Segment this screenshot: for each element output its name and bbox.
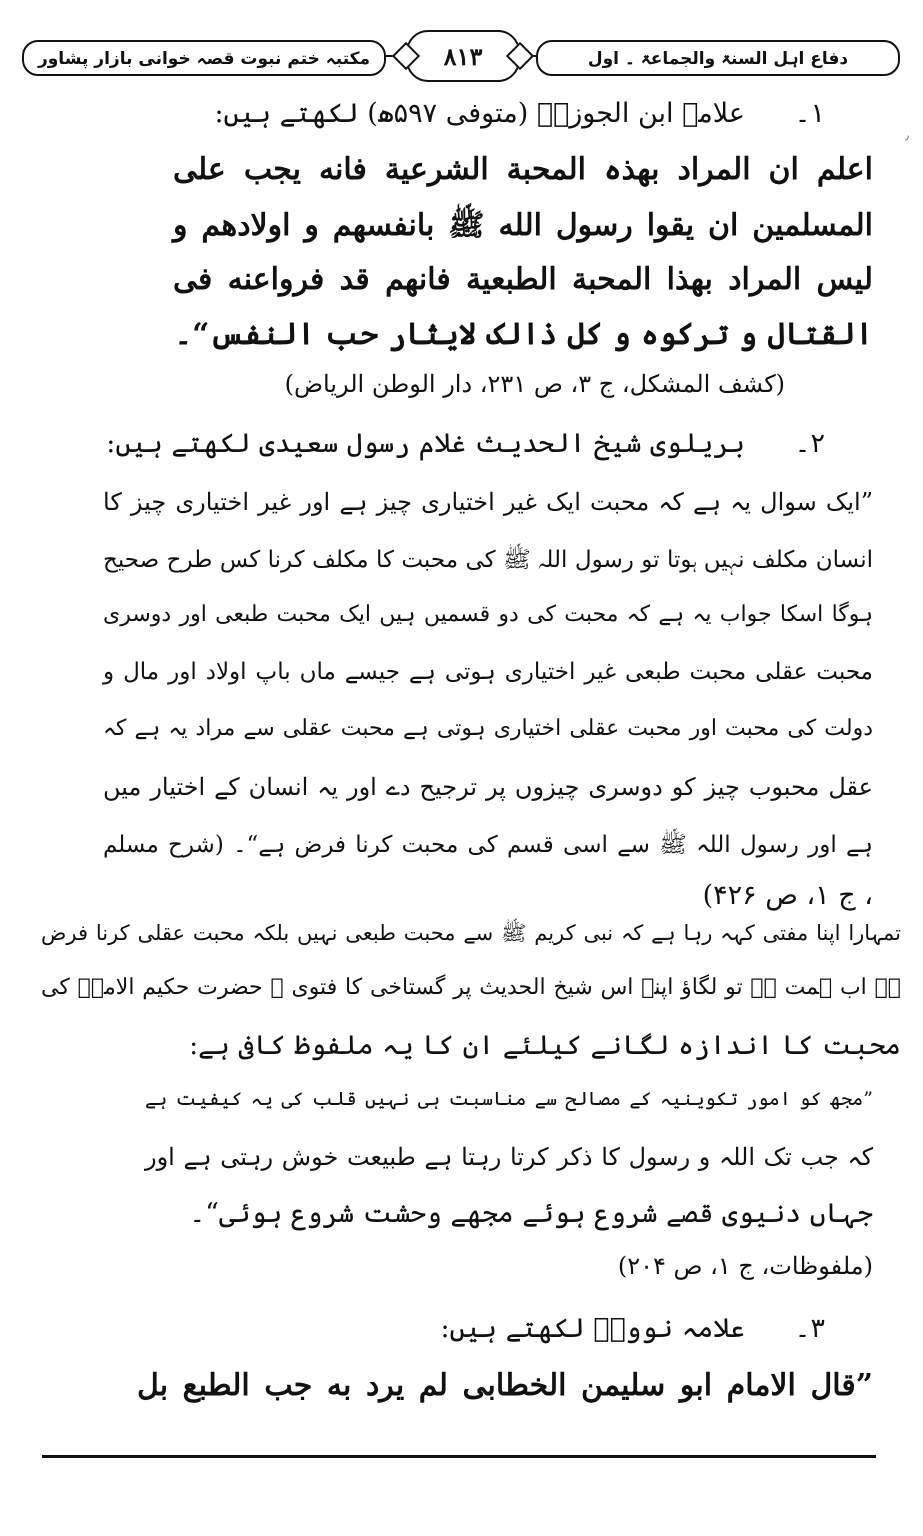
margin-mark: ٫ [905,128,909,142]
footer-rule [42,1455,876,1458]
section3-arabic-line: ”قال الامام ابو سليمن الخطابی لم يرد به جب الطبع بل [137,1368,873,1403]
page-number: ۸۱۳ [443,41,483,71]
section2-line-4: محبت عقلی محبت طبعی غیر اختیاری ہوتی ہے جیسے ماں باپ اولاد اور مال و [103,659,873,685]
publisher-title: مکتبہ ختم نبوت قصہ خوانی بازار پشاور [22,40,386,76]
section2-line-1: ”ایک سوال یہ ہے کہ محبت ایک غیر اختیاری چیز ہے اور غیر اختیاری چیز کا [103,488,873,516]
section2-number: ۲۔ [794,428,825,459]
section2-line-8: ، ج ۱، ص ۴۲۶) [702,880,873,911]
book-title: دفاع اہل السنۃ والجماعۃ ۔ اول [536,40,900,76]
section1-arabic-line-1: اعلم ان المراد بھذہ المحبة الشرعية فانه يجب علی [173,152,873,187]
quote-line-3: جہاں دنیوی قصے شروع ہوئے مجھے وحشت شروع ہوئی“۔ [189,1198,873,1229]
page-number-badge [406,30,520,82]
section1-reference: (کشف المشکل، ج ۳، ص ۲۳۱، دار الوطن الریاض) [284,370,785,398]
section2-line-7: ہے اور رسول اللہ ﷺ سے اسی قسم کی محبت کرنا فرض ہے“۔ (شرح مسلم [103,832,873,858]
section1-number: ۱۔ [794,98,825,129]
section1-arabic-line-3: ليس المراد بهذا المحبة الطبعية فانهم قد فرواعنه فی [173,262,873,297]
page-header [22,28,900,86]
section1-heading: علامہ ابن الجوزیؒ (متوفی ۵۹۷ھ) لکھتے ہیں: [214,98,745,129]
body-line-3: محبت کا اندازہ لگانے کیلئے ان کا یہ ملفوظ کافی ہے: [189,1030,901,1061]
section2-line-6: عقل محبوب چیز کو دوسری چیزوں پر ترجیح دے اور یہ انسان کے اختیار میں [103,773,873,801]
section1-arabic-line-4: القتال و تركوه و كل ذالک لايثار حب النفس“۔ [174,317,873,352]
body-line-2: ہے اب ہمت ہے تو لگاؤ اپنے اس شیخ الحدیث پر گستاخی کا فتوی ۔ حضرت حکیم الامتؒ کی [41,975,901,1000]
quote-line-2: کہ جب تک اللہ و رسول کا ذکر کرتا رہتا ہے طبیعت خوش رہتی ہے اور [145,1143,873,1171]
section3-number: ۳۔ [794,1313,825,1344]
section3-heading: علامہ نوویؒ لکھتے ہیں: [440,1313,745,1344]
section2-line-5: دولت کی محبت اور محبت عقلی اختیاری ہوتی ہے محبت عقلی سے مراد یہ ہے کہ [103,716,873,741]
section2-line-2: انسان مکلف نہیں ہوتا تو رسول اللہ ﷺ کی محبت کا مکلف کرنا کس طرح صحیح [103,547,873,573]
body-line-1: تمہارا اپنا مفتی کہہ رہا ہے کہ نبی کریم ﷺ سے محبت طبعی نہیں بلکہ محبت عقلی کرنا فرض [41,921,901,945]
section2-line-3: ہوگا اسکا جواب یہ ہے کہ محبت کی دو قسمیں ہیں ایک محبت طبعی اور دوسری [103,602,873,627]
section2-heading: بریلوی شیخ الحدیث غلام رسول سعیدی لکھتے ہیں: [106,428,745,459]
quote-reference: (ملفوظات، ج ۱، ص ۲۰۴) [617,1252,873,1280]
section1-arabic-line-2: المسلمين ان يقوا رسول الله ﷺ بانفسهم و اولادهم و [173,208,873,243]
quote-line-1: ”مجھ کو امور تکوینیہ کے مصالح سے مناسبت ہی نہیں قلب کی یہ کیفیت ہے [145,1088,873,1110]
